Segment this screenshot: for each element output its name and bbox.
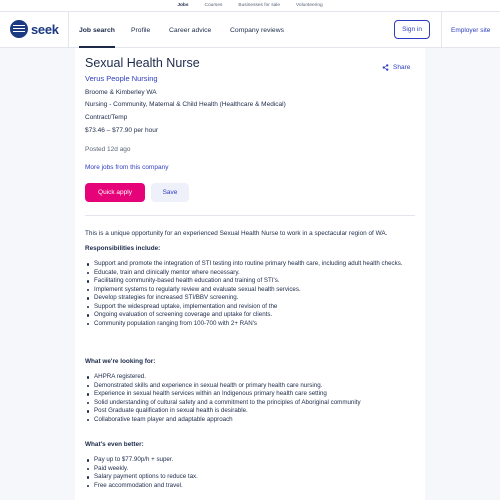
list-item: Support and promote the integration of STI testing into routine primary health care, including adult health checks. (85, 260, 410, 269)
top-link-businesses[interactable]: Businesses for sale (238, 3, 280, 8)
list-item: Experience in sexual health services within an Indigenous primary health care setting (85, 390, 410, 399)
list-item: Facilitating community-based health education and training of STI's. (85, 277, 410, 286)
list-item: Solid understanding of cultural safety and a commitment to the principles of Aboriginal community (85, 399, 410, 408)
list-item: Free accommodation and travel. (85, 482, 410, 491)
seek-logo-text: seek (31, 21, 59, 37)
job-intro: This is a unique opportunity for an experienced Sexual Health Nurse to work in a spectacular region of WA. (85, 230, 388, 237)
responsibilities-list (85, 260, 410, 328)
save-button[interactable]: Save (151, 183, 189, 202)
list-item: Educate, train and clinically mentor where necessary. (85, 269, 410, 278)
posted-date: Posted 12d ago (85, 146, 131, 153)
share-label: Share (393, 64, 411, 71)
top-link-volunteering[interactable]: Volunteering (296, 3, 323, 8)
site-header (0, 12, 500, 48)
nav-profile[interactable]: Profile (131, 26, 151, 34)
list-item: Paid weekly. (85, 465, 410, 474)
list-item: Salary payment options to reduce tax. (85, 473, 410, 482)
even-better-heading: What's even better: (85, 441, 144, 448)
top-utility-bar (0, 0, 500, 12)
looking-for-heading: What we're looking for: (85, 358, 156, 365)
nav-job-search[interactable]: Job search (79, 12, 115, 48)
job-classification: Nursing - Community, Maternal & Child Health (Healthcare & Medical) (85, 101, 286, 108)
sign-in-button[interactable]: Sign in (394, 20, 430, 39)
header-divider (441, 12, 442, 48)
list-item: Ongoing evaluation of screening coverage and uptake for clients. (85, 311, 410, 320)
nav-company-reviews[interactable]: Company reviews (230, 26, 285, 34)
share-button[interactable] (382, 64, 410, 71)
top-link-courses[interactable]: Courses (204, 3, 223, 8)
job-work-type: Contract/Temp (85, 114, 128, 121)
list-item: Demonstrated skills and experience in sexual health or primary health care nursing. (85, 382, 410, 391)
top-link-jobs[interactable]: Jobs (177, 3, 189, 8)
job-title: Sexual Health Nurse (85, 56, 200, 70)
job-salary: $73.46 – $77.90 per hour (85, 127, 159, 134)
list-item: Develop strategies for increased STI/BBV screening. (85, 294, 410, 303)
even-better-list (85, 456, 410, 490)
job-location: Broome & Kimberley WA (85, 89, 157, 96)
list-item: Post Graduate qualification in sexual health is desirable. (85, 407, 410, 416)
list-item: Support the widespread uptake, implementation and revision of the (85, 303, 410, 312)
header-divider (68, 12, 69, 48)
seek-logo-icon (10, 20, 28, 38)
list-item: Collaborative team player and adaptable approach (85, 416, 410, 425)
seek-logo[interactable] (10, 20, 59, 38)
share-icon (382, 64, 389, 71)
responsibilities-heading: Responsibilities include: (85, 245, 161, 252)
nav-career-advice[interactable]: Career advice (169, 26, 212, 34)
company-name[interactable]: Verus People Nursing (85, 74, 158, 83)
quick-apply-button[interactable]: Quick apply (85, 183, 145, 202)
more-jobs-link[interactable]: More jobs from this company (85, 164, 169, 171)
looking-for-list (85, 373, 410, 424)
list-item: AHPRA registered. (85, 373, 410, 382)
divider (85, 215, 415, 216)
list-item: Pay up to $77.90p/h + super. (85, 456, 410, 465)
employer-site-link[interactable]: Employer site (451, 26, 491, 34)
list-item: Implement systems to regularly review and evaluate sexual health services. (85, 286, 410, 295)
list-item: Community population ranging from 100-700 with 2+ RAN's (85, 320, 410, 329)
